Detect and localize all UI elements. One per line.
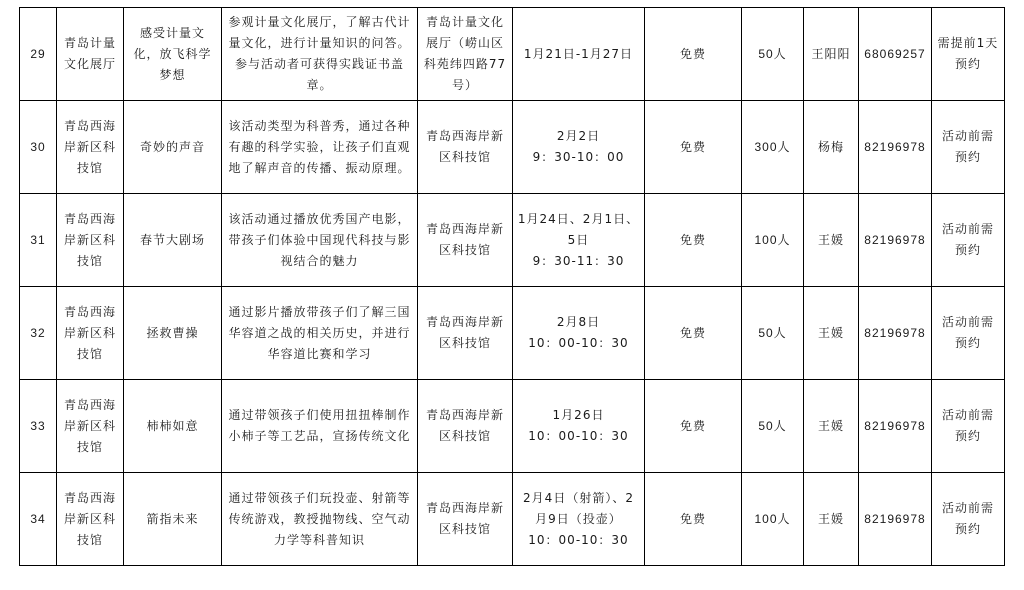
table-row xyxy=(20,101,1005,194)
venue-cell: 青岛西海岸新区科技馆 xyxy=(418,287,513,380)
organizer-cell: 青岛计量文化展厅 xyxy=(57,8,124,101)
phone-cell: 82196978 xyxy=(859,101,932,194)
fee-cell: 免费 xyxy=(645,8,742,101)
events-table xyxy=(19,7,1005,566)
time-cell: 1月24日、2月1日、5日 9：30-11：30 xyxy=(513,194,645,287)
row-number: 31 xyxy=(20,194,57,287)
contact-cell: 王媛 xyxy=(804,473,859,566)
description-cell: 该活动通过播放优秀国产电影，带孩子们体验中国现代科技与影视结合的魅力 xyxy=(222,194,418,287)
note-cell: 需提前1天预约 xyxy=(932,8,1005,101)
phone-cell: 82196978 xyxy=(859,194,932,287)
phone-cell: 68069257 xyxy=(859,8,932,101)
venue-cell: 青岛西海岸新区科技馆 xyxy=(418,473,513,566)
row-number: 32 xyxy=(20,287,57,380)
phone-cell: 82196978 xyxy=(859,287,932,380)
activity-title-cell: 箭指未来 xyxy=(124,473,222,566)
activity-title-cell: 奇妙的声音 xyxy=(124,101,222,194)
fee-cell: 免费 xyxy=(645,473,742,566)
capacity-cell: 100人 xyxy=(742,473,804,566)
activity-title-cell: 感受计量文化，放飞科学梦想 xyxy=(124,8,222,101)
fee-cell: 免费 xyxy=(645,287,742,380)
capacity-cell: 50人 xyxy=(742,287,804,380)
row-number: 30 xyxy=(20,101,57,194)
note-cell: 活动前需预约 xyxy=(932,287,1005,380)
time-cell: 1月26日 10：00-10：30 xyxy=(513,380,645,473)
table-row xyxy=(20,287,1005,380)
capacity-cell: 50人 xyxy=(742,8,804,101)
note-cell: 活动前需预约 xyxy=(932,101,1005,194)
note-cell: 活动前需预约 xyxy=(932,194,1005,287)
venue-cell: 青岛西海岸新区科技馆 xyxy=(418,194,513,287)
activity-title-cell: 柿柿如意 xyxy=(124,380,222,473)
description-cell: 通过带领孩子们使用扭扭棒制作小柿子等工艺品，宣扬传统文化 xyxy=(222,380,418,473)
venue-cell: 青岛西海岸新区科技馆 xyxy=(418,380,513,473)
table-row xyxy=(20,8,1005,101)
table-row xyxy=(20,194,1005,287)
capacity-cell: 50人 xyxy=(742,380,804,473)
row-number: 34 xyxy=(20,473,57,566)
time-cell: 2月4日（射箭）、2月9日（投壶） 10：00-10：30 xyxy=(513,473,645,566)
time-cell: 2月2日 9：30-10：00 xyxy=(513,101,645,194)
fee-cell: 免费 xyxy=(645,101,742,194)
time-cell: 1月21日-1月27日 xyxy=(513,8,645,101)
venue-cell: 青岛西海岸新区科技馆 xyxy=(418,101,513,194)
phone-cell: 82196978 xyxy=(859,473,932,566)
fee-cell: 免费 xyxy=(645,380,742,473)
table-row xyxy=(20,473,1005,566)
note-cell: 活动前需预约 xyxy=(932,380,1005,473)
capacity-cell: 300人 xyxy=(742,101,804,194)
time-cell: 2月8日 10：00-10：30 xyxy=(513,287,645,380)
contact-cell: 王媛 xyxy=(804,287,859,380)
organizer-cell: 青岛西海岸新区科技馆 xyxy=(57,380,124,473)
description-cell: 通过影片播放带孩子们了解三国华容道之战的相关历史，并进行华容道比赛和学习 xyxy=(222,287,418,380)
contact-cell: 王阳阳 xyxy=(804,8,859,101)
description-cell: 通过带领孩子们玩投壶、射箭等传统游戏，教授抛物线、空气动力学等科普知识 xyxy=(222,473,418,566)
description-cell: 参观计量文化展厅，了解古代计量文化，进行计量知识的问答。参与活动者可获得实践证书盖章。 xyxy=(222,8,418,101)
row-number: 29 xyxy=(20,8,57,101)
activity-title-cell: 拯救曹操 xyxy=(124,287,222,380)
note-cell: 活动前需预约 xyxy=(932,473,1005,566)
organizer-cell: 青岛西海岸新区科技馆 xyxy=(57,194,124,287)
fee-cell: 免费 xyxy=(645,194,742,287)
activity-title-cell: 春节大剧场 xyxy=(124,194,222,287)
organizer-cell: 青岛西海岸新区科技馆 xyxy=(57,473,124,566)
phone-cell: 82196978 xyxy=(859,380,932,473)
table-row xyxy=(20,380,1005,473)
contact-cell: 王媛 xyxy=(804,380,859,473)
capacity-cell: 100人 xyxy=(742,194,804,287)
description-cell: 该活动类型为科普秀，通过各种有趣的科学实验，让孩子们直观地了解声音的传播、振动原理。 xyxy=(222,101,418,194)
contact-cell: 杨梅 xyxy=(804,101,859,194)
row-number: 33 xyxy=(20,380,57,473)
organizer-cell: 青岛西海岸新区科技馆 xyxy=(57,101,124,194)
venue-cell: 青岛计量文化展厅（崂山区科苑纬四路77号） xyxy=(418,8,513,101)
organizer-cell: 青岛西海岸新区科技馆 xyxy=(57,287,124,380)
contact-cell: 王媛 xyxy=(804,194,859,287)
